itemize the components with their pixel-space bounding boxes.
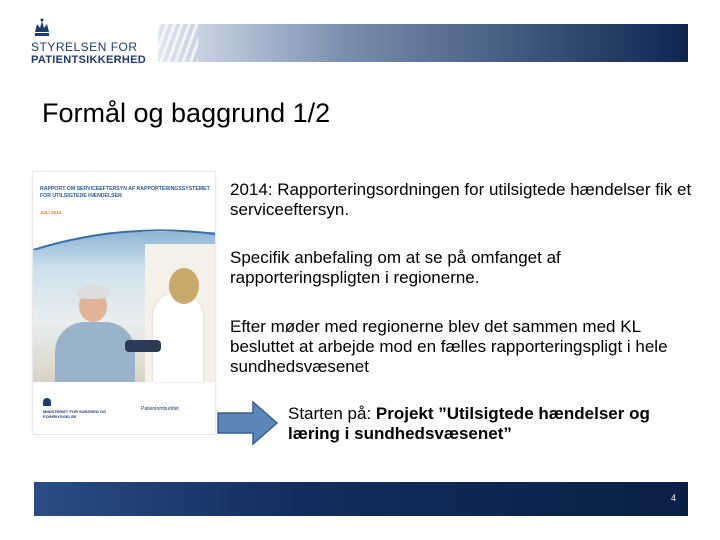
cover-photo-patient (55, 322, 135, 382)
bullet-paragraph: Efter møder med regionerne blev det sammen med KL besluttet at arbejde mod en fælles rapporteringspligt i hele sundhedsvæsenet (230, 317, 668, 376)
bullet-paragraph: 2014: Rapporteringsordningen for utilsigtede hændelser fik et serviceeftersyn. (230, 180, 692, 219)
cover-photo-nurse-hair (169, 268, 199, 304)
cover-ministry-logo (43, 398, 113, 419)
bullet-paragraph: Specifik anbefaling om at se på omfanget af rapporteringspligten i regionerne. (230, 248, 561, 287)
mini-crown-icon (43, 398, 51, 406)
logo-line-1: STYRELSEN FOR (31, 40, 138, 54)
arrow-right-icon (217, 400, 279, 446)
cover-photo-patient-hair (77, 285, 109, 299)
cover-title: RAPPORT OM SERVICEEFTERSYN AF RAPPORTERINGSSYSTEMET FOR UTILSIGTEDE HÆNDELSER (40, 186, 210, 199)
report-cover-image (33, 172, 215, 434)
page-number: 4 (670, 493, 676, 503)
cover-date: JULI 2014 (40, 210, 62, 215)
cover-photo-nurse (153, 292, 203, 382)
project-name: Projekt ”Utilsigtede hændelser og læring i sundhedsvæsenet” (288, 404, 650, 443)
crown-icon (33, 18, 51, 40)
slide-title: Formål og baggrund 1/2 (42, 98, 331, 128)
cover-photo-blood-pressure-cuff (125, 340, 161, 352)
agency-logo (31, 18, 161, 68)
logo-line-2: PATIENTSIKKERHED (31, 54, 147, 66)
project-start-text (288, 404, 698, 444)
footer-bar (34, 482, 688, 516)
project-start-prefix: Starten på: (288, 404, 376, 423)
cover-ombudsman-logo: Patientombuddet (141, 406, 179, 412)
cover-ministry-logo-text: MINISTERIET FOR SUNDHED OG FOREBYGGELSE (43, 409, 107, 419)
header-band (158, 24, 688, 62)
